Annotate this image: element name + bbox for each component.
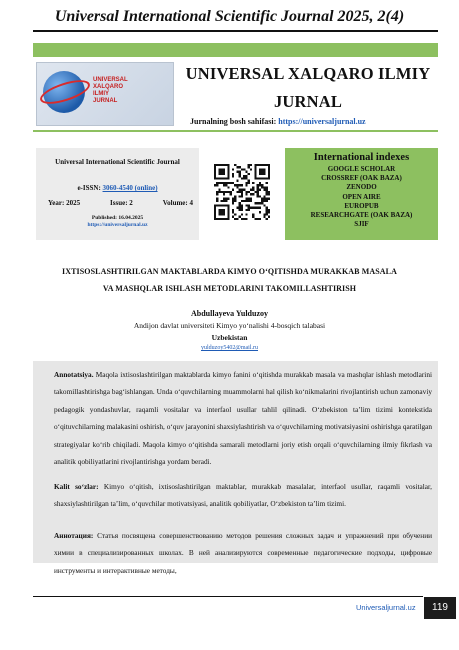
journal-name: UNIVERSAL XALQARO ILMIY JURNAL xyxy=(185,64,431,111)
page-number: 119 xyxy=(424,597,456,619)
author-affiliation: Andijon davlat universiteti Kimyo yo‘nalishi 4-bosqich talabasi xyxy=(133,321,326,330)
index-item: OPEN AIRE xyxy=(342,192,381,201)
journal-logo xyxy=(36,62,174,126)
footer-site-link[interactable]: Universaljurnal.uz xyxy=(356,603,416,612)
abstract-ru-label: Аннотация: xyxy=(54,531,94,540)
indexes-title: International indexes xyxy=(313,152,410,163)
index-item: CROSSREF (OAK BAZA) xyxy=(321,174,402,183)
index-item: ZENODO xyxy=(346,183,377,192)
info-journal-name: Universal International Scientific Journal xyxy=(55,158,180,166)
header-rule xyxy=(33,30,438,32)
homepage-link[interactable]: https://universaljurnal.uz xyxy=(278,117,366,126)
logo-text: UNIVERSAL XALQARO ILMIY JURNAL xyxy=(93,77,128,104)
keywords-label: Kalit so‘zlar: xyxy=(54,482,99,491)
article-title: IXTISOSLASHTIRILGAN MAKTABLARDA KIMYO O‘QITISHDA MURAKKAB MASALA VA MASHQLAR ISHLASH METODLARINI TAKOMILLASHTIRISH xyxy=(62,267,397,293)
masthead-rule xyxy=(33,130,438,132)
journal-info-box xyxy=(36,148,199,240)
abstract-uz: Annotatsiya. Maqola ixtisoslashtirilgan maktablarda kimyo fanini o‘qitishda murakkab masala va mashqlar ishlash metodlarini takomillashtirishga bag‘ishlangan. Unda o‘quvchilarning muammolarni hal qilish ko‘nikmalarini rivojlantirish uchun zamonaviy pedagogik yondashuvlar, raqamli vositalar va interfaol usullar tahlil qilinadi. O‘zbekiston ta’lim tizimi kontekstida o‘qituvchilarning malakasini oshirish, o‘quv jarayonini shaxsiylashtirish va o‘quvchilarning motivatsiyasini oshirishga qaratilgan strategiyalar ko‘rib chiqiladi. Maqola kimyo o‘qitishda samarali metodlarni joriy etish orqali o‘quvchilarning ilmiy fikrlash va analitik qobiliyatlarini rivojlantirishga yordam beradi. xyxy=(54,370,432,467)
issn-link[interactable]: 3060-4540 (online) xyxy=(102,184,158,192)
author-name: Abdullayeva Yulduzoy xyxy=(191,309,268,318)
info-site-link[interactable]: https://universaljurnal.uz xyxy=(87,222,148,228)
qr-code-icon xyxy=(214,164,270,220)
index-item: RESEARCHGATE (OAK BAZA) xyxy=(310,211,413,220)
volume: Volume: 4 xyxy=(162,199,193,207)
index-item: SJIF xyxy=(354,220,369,229)
issue: Issue: 2 xyxy=(110,199,133,207)
abstract-ru: Аннотация: Статья посвящена совершенствованию методов решения сложных задач и упражнений при обучении химии в специализированных школах. В ней анализируются современные педагогические подходы, цифровые инструменты и интерактивные методы, xyxy=(54,531,432,575)
running-title: Universal International Scientific Journal 2025, 2(4) xyxy=(54,8,405,25)
issn-line: e-ISSN: 3060-4540 (online) xyxy=(77,184,158,192)
author-email[interactable]: yulduzoy5402@mail.ru xyxy=(200,345,259,351)
homepage-line xyxy=(190,117,366,126)
masthead-band xyxy=(33,43,438,57)
published-date: Published: 16.04.2025 xyxy=(91,215,144,221)
homepage-label: Jurnalning bosh sahifasi: xyxy=(190,117,279,126)
index-item: EUROPUB xyxy=(344,201,379,210)
abstract-label: Annotatsiya. xyxy=(54,370,94,379)
author-country: Uzbekistan xyxy=(211,333,248,342)
year: Year: 2025 xyxy=(48,199,81,207)
international-indexes xyxy=(285,148,438,240)
footer-rule xyxy=(33,596,423,597)
index-item: GOOGLE SCHOLAR xyxy=(327,165,396,173)
issue-meta xyxy=(48,199,193,207)
keywords: Kalit so‘zlar: Kimyo o‘qitish, ixtisoslashtirilgan maktablar, murakkab masalalar, interfaol usullar, raqamli vositalar, shaxsiylashtirilgan ta’lim, o‘quvchilar motivatsiyasi, analitik qobiliyatlar, O‘zbekiston ta’lim tizimi. xyxy=(54,482,432,509)
